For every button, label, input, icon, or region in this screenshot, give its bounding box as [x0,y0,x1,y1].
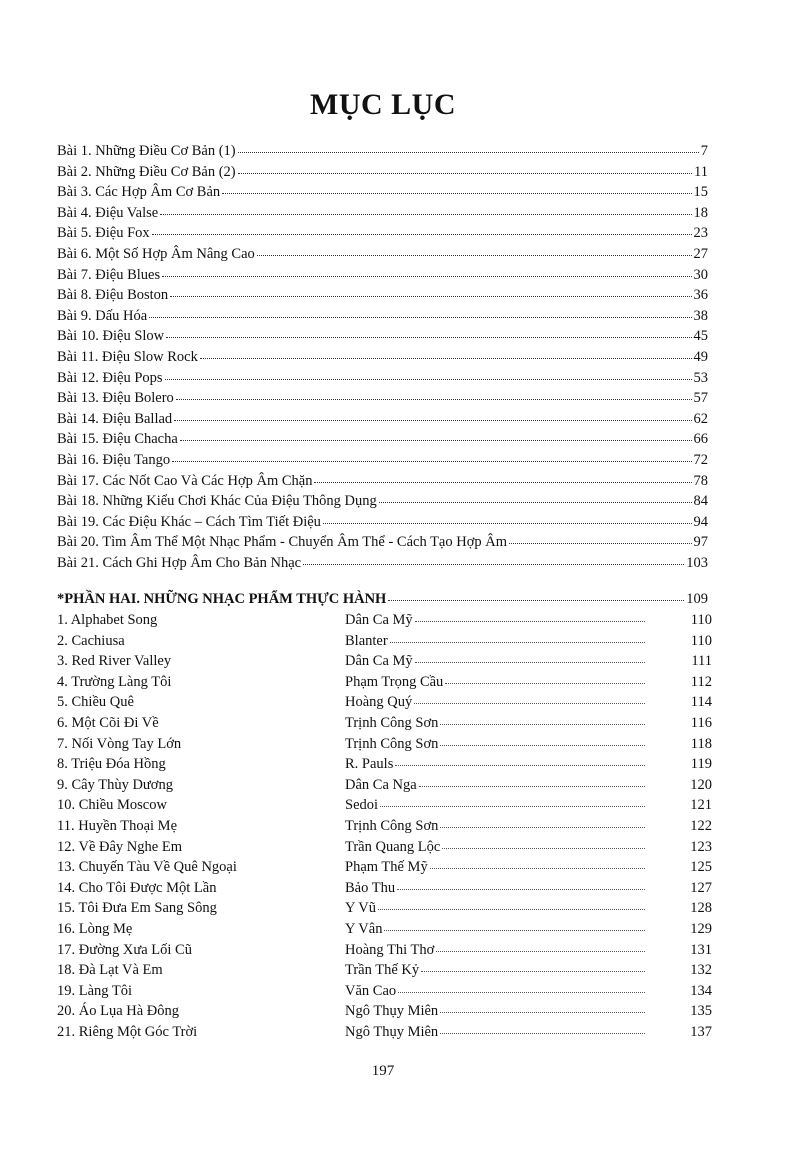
song-author-cell [345,818,647,835]
toc-page: 15 [693,184,708,201]
song-page: 135 [690,1003,712,1020]
song-title: 9. Cây Thùy Dương [57,776,173,793]
leader-dots [379,494,692,503]
leader-dots [436,943,645,952]
song-author: Trần Quang Lộc [345,838,441,855]
song-page: 122 [690,817,712,834]
toc-label: Bài 5. Điệu Fox [57,225,150,242]
leader-dots [445,675,645,684]
toc-page: 84 [693,493,708,510]
song-title: 14. Cho Tôi Được Một Lần [57,879,217,896]
song-author-cell [345,633,647,650]
toc-row [57,267,708,288]
song-author-cell [345,921,647,938]
leader-dots [440,716,645,725]
song-author-cell [345,1003,647,1020]
song-page: 131 [690,941,712,958]
toc-label: Bài 6. Một Số Hợp Âm Nâng Cao [57,245,255,262]
song-row [57,1024,712,1045]
leader-dots [440,819,645,828]
leader-dots [395,757,645,766]
part-two-heading [57,591,708,608]
leader-dots [415,654,645,663]
song-author-cell [345,962,647,979]
song-page: 132 [690,962,712,979]
song-author-cell [345,880,647,897]
song-author-cell [345,756,647,773]
toc-label: Bài 13. Điệu Bolero [57,390,174,407]
toc-label: Bài 21. Cách Ghi Hợp Âm Cho Bản Nhạc [57,554,302,571]
leader-dots [397,881,645,890]
toc-label: Bài 1. Những Điều Cơ Bản (1) [57,143,236,159]
toc-row [57,473,708,494]
toc-label: Bài 2. Những Điều Cơ Bản (2) [57,163,236,180]
song-author: Phạm Thế Mỹ [345,859,428,876]
song-page: 121 [690,797,712,814]
song-row [57,900,712,921]
leader-dots [440,1004,645,1013]
leader-dots [390,634,645,643]
toc-page: 23 [693,225,708,242]
toc-label: Bài 11. Điệu Slow Rock [57,348,198,365]
song-page: 128 [690,900,712,917]
leader-dots [238,165,692,174]
song-author-cell [345,612,647,629]
toc-page: 94 [693,513,708,530]
song-row [57,715,712,736]
song-page: 118 [690,735,712,752]
leader-dots [176,391,692,400]
song-title: 6. Một Cõi Đi Về [57,714,159,731]
leader-dots [174,412,691,421]
toc-page: 49 [693,348,708,365]
toc-page: 18 [693,204,708,221]
toc-row [57,225,708,246]
song-row [57,612,712,633]
leader-dots [378,901,645,910]
song-title: 18. Đà Lạt Và Em [57,962,163,979]
song-page: 114 [690,694,712,711]
toc-page: 72 [693,451,708,468]
song-author-cell [345,797,647,814]
toc-row [57,431,708,452]
song-title: 10. Chiều Moscow [57,797,167,814]
song-page: 112 [690,673,712,690]
leader-dots [440,1025,645,1034]
song-title: 15. Tôi Đưa Em Sang Sông [57,900,217,917]
lesson-list [57,143,708,575]
leader-dots [323,515,692,524]
song-title: 5. Chiều Quê [57,694,134,711]
song-row [57,674,712,695]
toc-page: 27 [693,245,708,262]
leader-dots [162,268,691,277]
song-author: Hoàng Thi Thơ [345,941,435,958]
toc-row [57,534,708,555]
toc-row [57,555,708,576]
toc-page: 62 [693,410,708,427]
toc-row [57,493,708,514]
song-author: Bảo Thu [345,879,396,896]
toc-label: Bài 7. Điệu Blues [57,266,161,283]
song-title: 1. Alphabet Song [57,612,158,628]
toc-row [57,205,708,226]
leader-dots [421,963,645,972]
toc-row [57,370,708,391]
leader-dots [166,329,691,338]
song-row [57,756,712,777]
toc-page: 45 [693,328,708,345]
toc-row [57,184,708,205]
toc-row [57,246,708,267]
toc-label: Bài 12. Điệu Pops [57,369,163,386]
song-row [57,1003,712,1024]
song-author: Văn Cao [345,982,397,999]
toc-page: 103 [686,554,708,571]
song-page: 116 [690,714,712,731]
toc-label: Bài 4. Điệu Valse [57,204,159,221]
song-author: Y Vân [345,920,383,937]
leader-dots [180,432,692,441]
song-author-cell [345,983,647,1000]
toc-label: Bài 15. Điệu Chacha [57,431,178,448]
toc-row [57,452,708,473]
toc-label: Bài 16. Điệu Tango [57,451,171,468]
song-row [57,880,712,901]
song-page: 119 [690,756,712,773]
song-page: 125 [690,859,712,876]
toc-page: 97 [693,534,708,551]
leader-dots [222,185,691,194]
song-row [57,694,712,715]
leader-dots [440,737,645,746]
song-author: Dân Ca Nga [345,776,417,793]
leader-dots [314,474,691,483]
toc-label: Bài 8. Điệu Boston [57,287,169,304]
song-author-cell [345,900,647,917]
song-row [57,818,712,839]
toc-page: 66 [693,431,708,448]
toc-page: 38 [693,307,708,324]
leader-dots [172,453,691,462]
toc-page: 7 [700,143,708,159]
song-author: Hoàng Quý [345,694,413,711]
song-page: 127 [690,879,712,896]
song-author-cell [345,942,647,959]
toc-label: Bài 3. Các Hợp Âm Cơ Bản [57,184,221,201]
leader-dots [170,288,691,297]
song-author-cell [345,674,647,691]
toc-page: 11 [694,163,708,180]
song-title: 13. Chuyến Tàu Về Quê Ngoại [57,859,237,876]
song-list [57,612,712,1044]
toc-label: Bài 17. Các Nốt Cao Và Các Hợp Âm Chặn [57,472,313,489]
leader-dots [238,144,699,153]
leader-dots [414,695,645,704]
song-author: R. Pauls [345,756,394,773]
song-author: Blanter [345,632,388,649]
song-row [57,839,712,860]
leader-dots [430,860,645,869]
toc-page: 53 [693,369,708,386]
song-author-cell [345,715,647,732]
song-title: 12. Về Đây Nghe Em [57,838,182,855]
song-author-cell [345,1024,647,1041]
song-page: 110 [690,612,712,628]
song-author: Dân Ca Mỹ [345,612,413,628]
toc-row [57,411,708,432]
song-author: Sedoi [345,797,379,814]
song-title: 7. Nối Vòng Tay Lớn [57,735,182,752]
toc-row [57,328,708,349]
song-title: 20. Áo Lụa Hà Đông [57,1003,180,1020]
leader-dots [388,592,684,601]
song-title: 11. Huyền Thoại Mẹ [57,817,178,834]
song-title: 17. Đường Xưa Lối Cũ [57,941,192,958]
leader-dots [380,798,645,807]
song-row [57,736,712,757]
leader-dots [384,922,645,931]
toc-label: Bài 19. Các Điệu Khác – Cách Tìm Tiết Điệu [57,513,321,530]
song-row [57,653,712,674]
song-row [57,633,712,654]
song-author-cell [345,859,647,876]
leader-dots [149,309,691,318]
toc-page: 78 [693,472,708,489]
song-title: 3. Red River Valley [57,653,172,670]
toc-row [57,164,708,185]
leader-dots [160,206,691,215]
song-author: Phạm Trọng Cầu [345,673,444,690]
song-row [57,797,712,818]
song-author-cell [345,653,647,670]
song-author-cell [345,777,647,794]
toc-row [57,287,708,308]
song-title: 21. Riêng Một Góc Trời [57,1023,198,1040]
leader-dots [442,840,645,849]
toc-label: Bài 9. Dấu Hóa [57,307,148,324]
song-author: Ngô Thụy Miên [345,1023,439,1040]
page-number: 197 [371,1063,395,1079]
toc-label: Bài 20. Tìm Âm Thể Một Nhạc Phẩm - Chuyển Âm Thể - Cách Tạo Hợp Âm [57,534,507,551]
leader-dots [257,247,692,256]
leader-dots [419,778,645,787]
song-page: 120 [690,776,712,793]
leader-dots [415,613,645,622]
song-row [57,962,712,983]
toc-label: Bài 18. Những Kiểu Chơi Khác Của Điệu Thông Dụng [57,493,377,510]
toc-row [57,390,708,411]
leader-dots [509,535,692,544]
leader-dots [398,984,645,993]
song-row [57,921,712,942]
song-author: Trịnh Công Sơn [345,714,439,731]
page-title: MỤC LỤC [310,88,456,121]
song-author: Ngô Thụy Miên [345,1003,439,1020]
song-author: Trần Thế Kỷ [345,962,420,979]
leader-dots [165,371,692,380]
toc-label: Bài 10. Điệu Slow [57,328,165,345]
toc-row [57,143,708,164]
song-author-cell [345,736,647,753]
song-author: Y Vũ [345,900,377,917]
toc-page: 57 [693,390,708,407]
song-row [57,859,712,880]
song-author: Trịnh Công Sơn [345,817,439,834]
song-title: 16. Lòng Mẹ [57,920,133,937]
leader-dots [303,556,684,565]
part-two-label: *PHẦN HAI. NHỮNG NHẠC PHẨM THỰC HÀNH [57,591,387,607]
song-author: Dân Ca Mỹ [345,653,413,670]
leader-dots [152,226,692,235]
song-page: 137 [690,1023,712,1040]
song-row [57,983,712,1004]
song-title: 4. Trường Làng Tôi [57,673,172,690]
song-page: 134 [690,982,712,999]
song-row [57,942,712,963]
song-author-cell [345,694,647,711]
song-title: 8. Triệu Đóa Hồng [57,756,166,773]
song-author: Trịnh Công Sơn [345,735,439,752]
song-page: 111 [691,653,712,670]
song-author-cell [345,839,647,856]
song-title: 2. Cachiusa [57,632,125,649]
toc-label: Bài 14. Điệu Ballad [57,410,173,427]
song-page: 110 [690,632,712,649]
toc-row [57,514,708,535]
song-page: 123 [690,838,712,855]
song-row [57,777,712,798]
leader-dots [200,350,692,359]
song-page: 129 [690,920,712,937]
toc-row [57,349,708,370]
toc-row [57,308,708,329]
song-title: 19. Làng Tôi [57,982,133,999]
toc-page: 36 [693,287,708,304]
part-two-page: 109 [686,591,708,607]
toc-page: 30 [693,266,708,283]
